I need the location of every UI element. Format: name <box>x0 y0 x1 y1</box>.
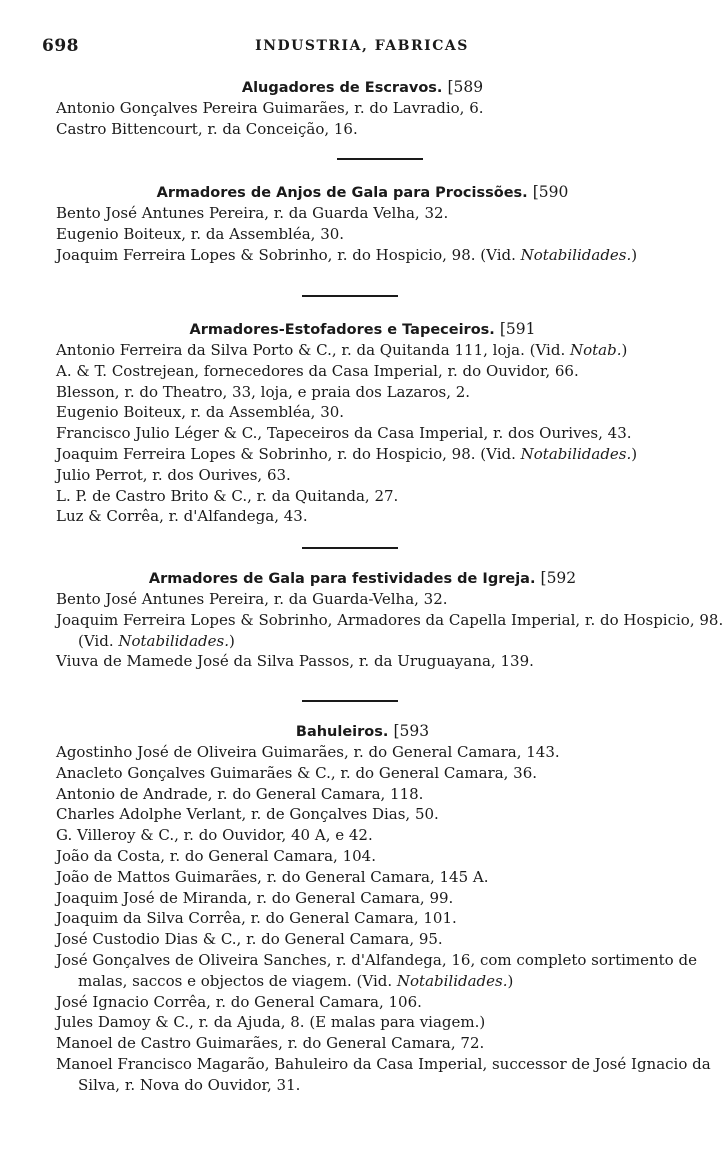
vid-reference: (Vid. Notab.) <box>529 341 628 359</box>
section-armadores-de-gala <box>0 567 725 672</box>
section-divider <box>302 700 398 702</box>
directory-entry: José Custodio Dias & C., r. do General Camara, 95. <box>56 930 443 949</box>
directory-entry: Manoel Francisco Magarão, Bahuleiro da Casa Imperial, successor de José Ignacio da Silva, r. Nova do Ouvidor, 31. <box>56 1054 711 1094</box>
directory-entry: L. P. de Castro Brito & C., r. da Quitanda, 27. <box>56 486 399 505</box>
entry-text: Joaquim Ferreira Lopes & Sobrinho, r. do Hospicio, 98. <box>56 245 476 264</box>
section-title <box>0 318 725 340</box>
section-title <box>0 567 725 589</box>
section-divider <box>337 158 423 160</box>
directory-entry: Blesson, r. do Theatro, 33, loja, e praia dos Lazaros, 2. <box>56 382 471 401</box>
directory-entry <box>56 245 725 266</box>
section-title-text: Bahuleiros. <box>295 724 389 740</box>
section-title <box>0 720 725 742</box>
section-bahuleiros <box>0 720 725 1096</box>
running-head: INDUSTRIA, FABRICAS <box>255 38 469 54</box>
entry-text: Joaquim Ferreira Lopes & Sobrinho, Armadores da Capella Imperial, r. do Hospicio, 98. <box>56 610 724 629</box>
section-number: [591 <box>499 320 536 338</box>
directory-entry <box>56 610 725 652</box>
section-alugadores-de-escravos <box>0 76 725 140</box>
directory-entry: Bento José Antunes Pereira, r. da Guarda-Velha, 32. <box>56 590 448 608</box>
directory-entry: José Ignacio Corrêa, r. do General Camara, 106. <box>56 992 422 1011</box>
directory-entry: Manoel de Castro Guimarães, r. do General Camara, 72. <box>56 1034 485 1053</box>
directory-entry <box>56 444 725 465</box>
directory-entry: Antonio de Andrade, r. do General Camara, 118. <box>56 784 424 803</box>
section-title-text: Alugadores de Escravos. <box>241 80 443 96</box>
directory-entry: Julio Perrot, r. dos Ourives, 63. <box>56 465 291 484</box>
directory-entry: Bento José Antunes Pereira, r. da Guarda Velha, 32. <box>56 204 449 222</box>
directory-entry: Castro Bittencourt, r. da Conceição, 16. <box>56 119 358 138</box>
section-title-text: Armadores de Anjos de Gala para Procissões. <box>156 185 528 201</box>
directory-entry: G. Villeroy & C., r. do Ouvidor, 40 A, e 42. <box>56 826 373 845</box>
directory-entry: Viuva de Mamede José da Silva Passos, r. da Uruguayana, 139. <box>56 652 534 671</box>
section-number: [592 <box>540 569 577 587</box>
directory-entry: Joaquim da Silva Corrêa, r. do General Camara, 101. <box>56 909 457 928</box>
vid-reference: (Vid. Notabilidades.) <box>78 631 235 650</box>
vid-reference: (Vid. Notabilidades.) <box>480 245 638 264</box>
page-header <box>42 36 682 58</box>
directory-entry: Agostinho José de Oliveira Guimarães, r. do General Camara, 143. <box>56 743 560 761</box>
section-title <box>0 76 725 98</box>
directory-entry: Luz & Corrêa, r. d'Alfandega, 43. <box>56 507 308 526</box>
entry-text: Joaquim Ferreira Lopes & Sobrinho, r. do Hospicio, 98. <box>56 444 476 463</box>
entry-text: Antonio Ferreira da Silva Porto & C., r. da Quitanda 111, loja. <box>56 341 525 359</box>
directory-entry: João de Mattos Guimarães, r. do General Camara, 145 A. <box>56 867 489 886</box>
section-armadores-estofadores <box>0 318 725 527</box>
directory-entry: Charles Adolphe Verlant, r. de Gonçalves Dias, 50. <box>56 805 439 824</box>
directory-entry: Joaquim José de Miranda, r. do General Camara, 99. <box>56 888 454 907</box>
section-divider <box>302 547 398 549</box>
section-title <box>0 181 725 203</box>
section-divider <box>302 295 398 297</box>
vid-reference: (Vid. Notabilidades.) <box>356 971 514 990</box>
directory-entry: Eugenio Boiteux, r. da Assembléa, 30. <box>56 224 345 243</box>
vid-reference: (Vid. Notabilidades.) <box>480 444 638 463</box>
section-armadores-de-anjos <box>0 181 725 265</box>
directory-entry: Eugenio Boiteux, r. da Assembléa, 30. <box>56 403 345 422</box>
directory-entry: Francisco Julio Léger & C., Tapeceiros da Casa Imperial, r. dos Ourives, 43. <box>56 424 632 443</box>
directory-entry: João da Costa, r. do General Camara, 104. <box>56 846 376 865</box>
directory-entry: Jules Damoy & C., r. da Ajuda, 8. (E malas para viagem.) <box>56 1013 486 1032</box>
directory-entry: Antonio Gonçalves Pereira Guimarães, r. do Lavradio, 6. <box>56 99 484 117</box>
section-number: [590 <box>532 183 569 201</box>
section-number: [589 <box>447 78 484 96</box>
directory-entry: A. & T. Costrejean, fornecedores da Casa Imperial, r. do Ouvidor, 66. <box>56 361 579 380</box>
section-number: [593 <box>393 722 430 740</box>
directory-entry <box>56 340 725 361</box>
directory-entry <box>56 950 725 992</box>
page-number: 698 <box>42 36 79 56</box>
section-title-text: Armadores de Gala para festividades de Igreja. <box>148 571 536 587</box>
directory-entry: Anacleto Gonçalves Guimarães & C., r. do General Camara, 36. <box>56 763 538 782</box>
section-title-text: Armadores-Estofadores e Tapeceiros. <box>189 322 495 338</box>
entry-text: José Gonçalves de Oliveira Sanches, r. d'Alfandega, 16, com completo sortimento de malas, saccos e objectos de viagem. <box>56 950 697 990</box>
